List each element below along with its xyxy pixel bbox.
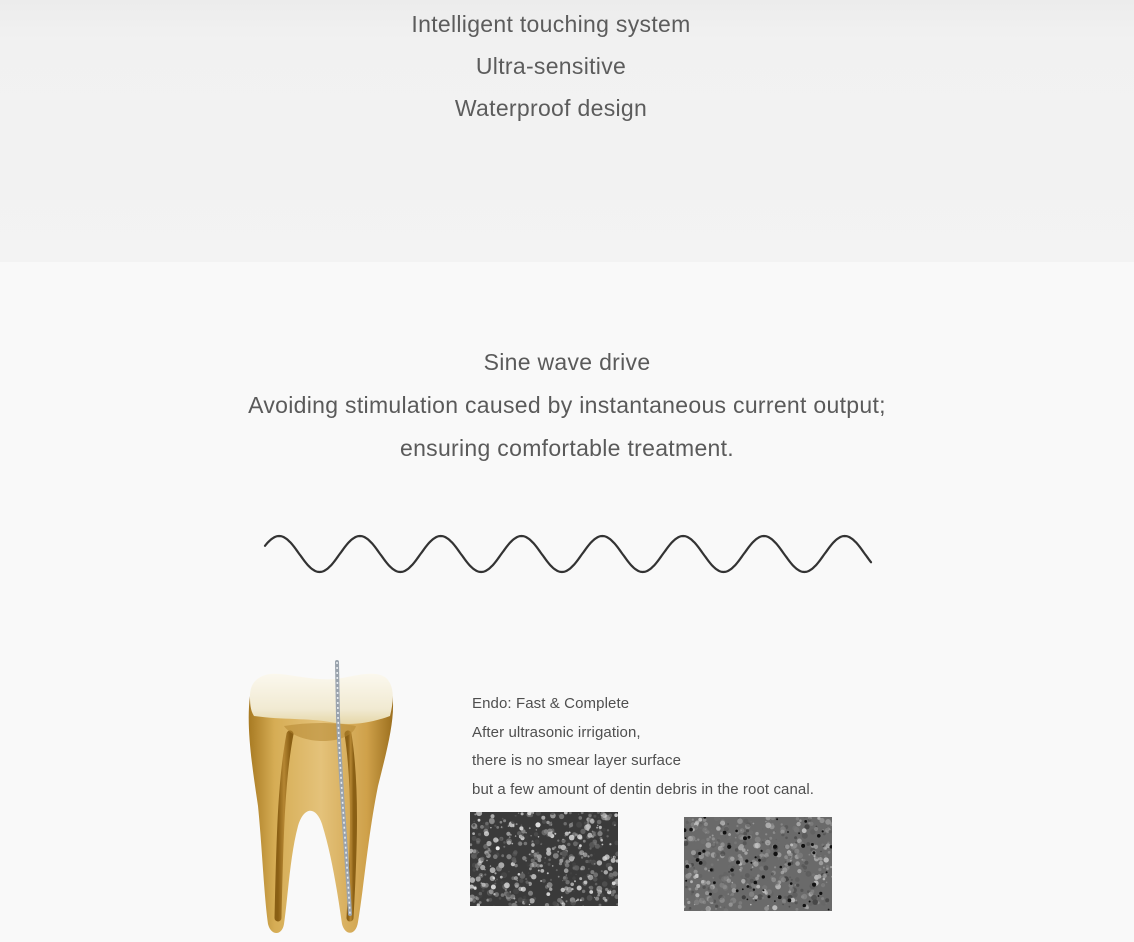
endo-line-2: there is no smear layer surface <box>472 752 682 770</box>
feature-line-sensitive: Ultra-sensitive <box>475 53 627 79</box>
micrograph-texture-a <box>470 812 618 906</box>
sine-wave-line-1: Avoiding stimulation caused by instantaneous current output; <box>248 392 886 418</box>
endo-line-3: but a few amount of dentin debris in the root canal. <box>472 780 815 798</box>
sine-wave-graphic <box>262 524 874 584</box>
sine-wave-line-2: ensuring comfortable treatment. <box>399 435 735 461</box>
tooth-crown <box>250 674 393 724</box>
tooth-root-canal-illustration <box>238 656 408 938</box>
features-band <box>0 0 1134 262</box>
feature-line-touch: Intelligent touching system <box>411 11 691 37</box>
sine-wave-path <box>265 536 871 572</box>
micrograph-texture-b <box>684 817 832 911</box>
micrograph-after-irrigation <box>684 817 832 911</box>
endo-line-1: After ultrasonic irrigation, <box>472 723 641 741</box>
feature-line-waterproof: Waterproof design <box>454 95 648 121</box>
endo-title: Endo: Fast & Complete <box>472 695 630 712</box>
micrograph-before-irrigation <box>470 812 618 906</box>
sine-wave-title: Sine wave drive <box>483 349 651 375</box>
endo-description <box>472 690 892 804</box>
